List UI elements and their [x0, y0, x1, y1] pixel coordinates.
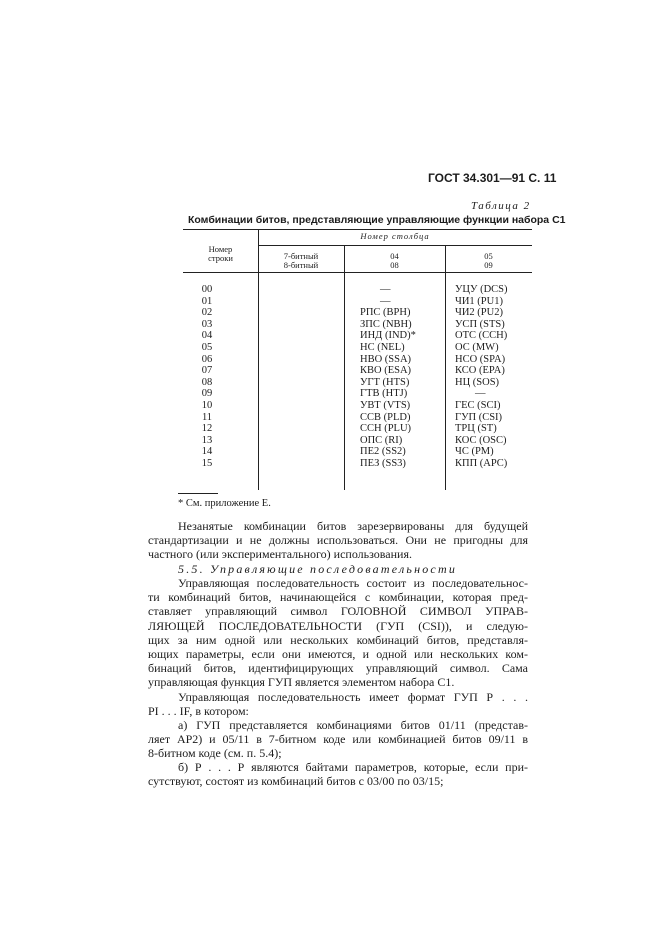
table-subheader-rule — [258, 245, 532, 246]
footnote: * См. приложение Е. — [178, 498, 271, 509]
table-cell-col-05: ГЕС (SCI) — [455, 400, 501, 411]
table-cell-col-04: ЗПС (NBH) — [360, 318, 412, 330]
table-cell-col-04: НВО (SSA) — [360, 353, 412, 365]
row-number: 14 — [201, 446, 213, 458]
table-header-rule — [183, 272, 532, 273]
row-number: 08 — [201, 376, 213, 388]
table-cell-col-04: — — [380, 295, 391, 307]
table-cell-col-05: КСО (EPA) — [455, 365, 505, 377]
paragraph-format: Управляющая последовательность имеет формат ГУП Р . . . PI . . . IF, в котором: — [148, 690, 528, 719]
row-number: 11 — [201, 411, 213, 423]
table-cell-col-05: КПП (APC) — [455, 458, 508, 469]
table-cell-col-04: НС (NEL) — [360, 342, 405, 353]
table-cell-col-04: УГТ (HTS) — [360, 376, 410, 388]
table-cell-col-04: ОПС (RI) — [360, 434, 403, 446]
table-cell-col-05: ОТС (CCH) — [455, 330, 508, 342]
table-divider — [445, 245, 446, 490]
row-number: 05 — [201, 342, 213, 353]
row-number: 06 — [201, 353, 213, 365]
table-cell-col-05: ОС (MW) — [455, 342, 499, 353]
table-label: Таблица 2 — [471, 200, 531, 212]
table-cell-col-05: НЦ (SOS) — [455, 376, 500, 388]
table-cell-col-04: ССН (PLU) — [360, 423, 412, 435]
row-number-header: Номер строки — [208, 244, 233, 263]
table-cell-col-04: УВТ (VTS) — [360, 400, 411, 411]
table-cell-col-05: ЧС (PM) — [455, 446, 494, 458]
row-number: 15 — [201, 458, 213, 469]
table-cell-col-05: УЦУ (DCS) — [455, 284, 508, 295]
table-cell-col-05: — — [475, 388, 486, 400]
table-cell-col-05: ТРЦ (ST) — [455, 423, 497, 435]
footnote-rule — [178, 493, 218, 494]
table-top-rule — [183, 229, 532, 230]
table-cell-col-04: — — [380, 284, 391, 295]
section-heading: 5.5. Управляющие последовательности — [178, 562, 458, 576]
table-cell-col-04: ГТВ (HTJ) — [360, 388, 408, 400]
table-cell-col-05: ЧИ2 (PU2) — [455, 307, 503, 319]
table-cell-col-05: ГУП (CSI) — [455, 411, 503, 423]
row-number: 09 — [201, 388, 213, 400]
row-number: 12 — [201, 423, 213, 435]
table-cell-col-04: ИНД (IND)* — [360, 330, 416, 342]
paragraph-item-a: а) ГУП представляется комбинациями битов 01/11 (представ- ляет АР2) и 05/11 в 7-битном коде или комбинацией битов 09/11 в 8-битном коде (см. п. 5.4); — [148, 718, 528, 761]
table-cell-col-05: НСО (SPA) — [455, 353, 506, 365]
table-cell-col-04: ПЕЗ (SS3) — [360, 458, 406, 469]
column-05-header: 05 09 — [484, 251, 493, 270]
table-cell-col-05: КОС (OSC) — [455, 434, 507, 446]
table-title: Комбинации битов, представляющие управляющие функции набора C1 — [188, 214, 566, 226]
row-number: 03 — [201, 318, 213, 330]
row-number: 04 — [201, 330, 213, 342]
bit-code-header: 7-битный 8-битный — [283, 251, 319, 270]
row-number: 13 — [201, 434, 213, 446]
page-header: ГОСТ 34.301—91 С. 11 — [428, 171, 557, 185]
column-04-header: 04 08 — [390, 251, 399, 270]
row-number: 02 — [201, 307, 213, 319]
table-cell-col-04: КВО (ESA) — [360, 365, 412, 377]
table-divider — [344, 245, 345, 490]
table-cell-col-04: РПС (BPH) — [360, 307, 411, 319]
row-number: 01 — [201, 295, 213, 307]
table-cell-col-05: УСП (STS) — [455, 318, 505, 330]
table-cell-col-04: ПЕ2 (SS2) — [360, 446, 406, 458]
paragraph-control-sequence: Управляющая последовательность состоит из последовательнос- ти комбинаций битов, начинающейся с комбинации, которая пред- ставляет управляющий символ ГОЛОВНОЙ СИМВОЛ УПРАВ- ЛЯЮЩЕЙ ПОСЛЕДОВАТЕЛЬНОСТИ (ГУП (CSI)), и следую- щих за ним одной или нескольких комбинаций битов, представля- ющих параметры, если они имеются, и одной или нескольких ком- бинаций битов, идентифицирующих управляющий символ. Сама управляющая функция ГУП является элементом набора C1. — [148, 576, 528, 690]
paragraph-item-b: б) Р . . . Р являются байтами параметров, которые, если при- сутствуют, состоят из комбинаций битов с 03/00 по 03/15; — [148, 760, 528, 789]
paragraph-unused-combinations: Незанятые комбинации битов зарезервированы для будущей стандартизации и не должны использоваться. Они не пригодны для частного (или экспериментального) использования. — [148, 519, 528, 562]
column-number-header: Номер столбца — [360, 231, 430, 241]
row-number: 10 — [201, 400, 213, 411]
row-number: 00 — [201, 284, 213, 295]
row-number: 07 — [201, 365, 213, 377]
table-cell-col-04: ССВ (PLD) — [360, 411, 411, 423]
table-cell-col-05: ЧИ1 (PU1) — [455, 295, 503, 307]
